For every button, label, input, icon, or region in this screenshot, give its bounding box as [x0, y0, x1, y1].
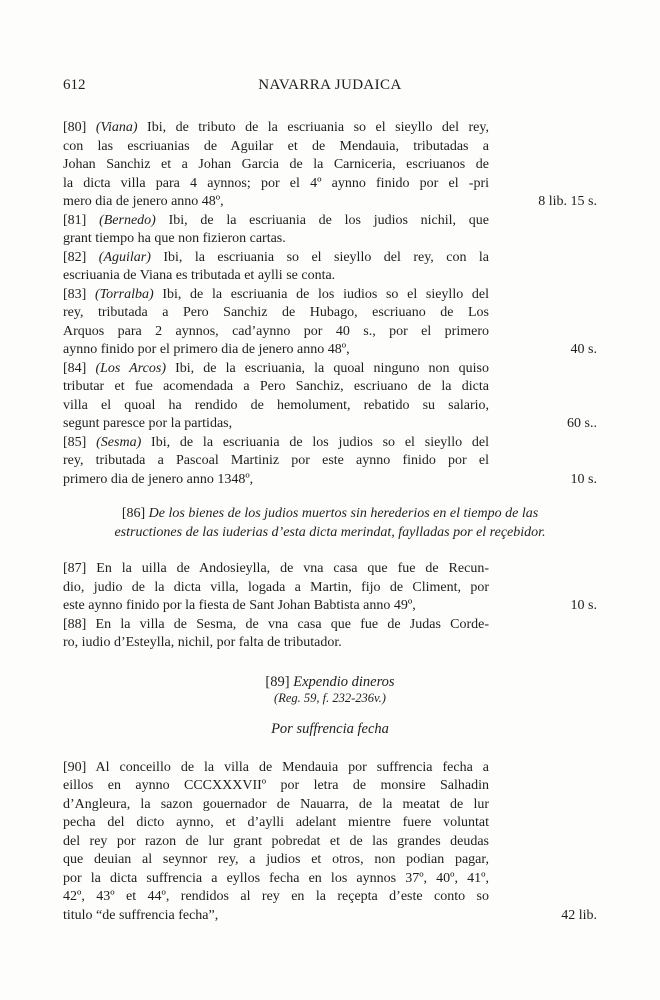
text-line: [88] En la villa de Sesma, de vna casa que fue de Judas Corde-: [63, 616, 489, 632]
text-line: este aynno finido por la fiesta de Sant Johan Babtista anno 49º,: [63, 598, 416, 613]
text-line: rey, tributada a Pascoal Martiniz por este aynno finido por el: [63, 453, 489, 468]
text-line: villa el quoal ha rendido de hemolument, rebatido su salario,: [63, 397, 489, 413]
text-line: aynno finido por el primero dia de jenero anno 48º,: [63, 342, 350, 357]
text-line: pecha del dicto aynno, et d’aylli adelant mientre fuere voluntat: [63, 815, 489, 830]
amount-value: 10 s.: [570, 598, 597, 613]
text-line: la dicta villa para 4 aynnos; por el 4º aynno finido por el -pri: [63, 175, 489, 191]
page-number: 612: [63, 77, 86, 93]
amount-value: 40 s.: [570, 342, 597, 357]
text-line: Por suffrencia fecha: [271, 721, 389, 737]
text-line: segunt paresce por la partidas,: [63, 416, 233, 431]
content: [63, 119, 597, 925]
amount-value: 8 lib. 15 s.: [538, 194, 597, 209]
heading-89: [63, 673, 597, 692]
text-line: del rey por razon de lur grant pobredat et de las grandes deudas: [63, 833, 489, 849]
amount-value: 10 s.: [570, 471, 597, 487]
page-header: [0, 78, 660, 93]
text-line: primero dia de jenero anno 1348º,: [63, 471, 254, 487]
text-line: tributar et fue acomendada a Pero Sanchiz, escriuano de la dicta: [63, 379, 489, 394]
text-line: [89] Expendio dineros: [265, 673, 395, 690]
text-line: titulo “de suffrencia fecha”,: [63, 907, 219, 923]
text-line: [82] (Aguilar) Ibi, la escriuania so el sieyllo del rey, con la: [63, 249, 490, 265]
text-line: grant tiempo ha que non fizieron cartas.: [63, 231, 286, 246]
entry-83: [63, 286, 597, 360]
text-line: estructiones de las iuderias d’esta dicta merindat, faylladas por el reçebidor.: [114, 524, 546, 540]
entry-84: [63, 360, 597, 434]
text-line: [90] Al conceillo de la villa de Mendauia por suffrencia fecha a: [63, 759, 489, 775]
running-title: NAVARRA JUDAICA: [258, 77, 402, 93]
text-line: [85] (Sesma) Ibi, de la escriuania de los judios so el sieyllo del: [63, 434, 489, 450]
text-line: dio, judio de la dicta villa, logada a Martin, fijo de Climent, por: [63, 579, 489, 595]
text-line: rey, tributada a Pero Sanchiz de Hubago, escriuano de Los: [63, 305, 489, 320]
subheading-por-suffrencia-fecha: [63, 720, 597, 739]
text-line: [81] (Bernedo) Ibi, de la escriuania de los judios nichil, que: [63, 212, 489, 228]
text-line: Arquos para 2 aynnos, cad’aynno por 40 s., por el primero: [63, 323, 489, 339]
text-line: por la dicta suffrencia a eyllos fecha en los aynnos 37º, 40º, 41º,: [63, 870, 489, 886]
text-line: eillos en aynno CCCXXXVIIº por letra de monsire Salhadin: [63, 778, 489, 793]
text-line: d’Angleura, la sazon gouernador de Nauarra, de la meatat de lur: [63, 796, 489, 812]
text-line: ro, iudio d’Esteylla, nichil, por falta de tributador.: [63, 635, 342, 650]
text-line: (Reg. 59, f. 232-236v.): [274, 691, 386, 705]
text-line: que deuian al seynnor rey, a judios et otros, non podian pagar,: [63, 852, 489, 867]
text-line: [84] (Los Arcos) Ibi, de la escriuania, la quoal ninguno non quiso: [63, 360, 489, 376]
text-line: [87] En la uilla de Andosieylla, de vna casa que fue de Recun-: [63, 561, 489, 576]
text-line: 42º, 43º et 44º, rendidos al rey en la reçepta d’este conto so: [63, 889, 489, 904]
entry-80: [63, 119, 597, 212]
entry-90: [63, 759, 597, 926]
amount-value: 60 s..: [567, 416, 597, 431]
entry-85: [63, 434, 597, 490]
text-line: con las escriuanias de Aguilar et de Mendauia, tributadas a: [63, 138, 489, 154]
entry-82: [63, 249, 489, 286]
text-line: mero dia de jenero anno 48º,: [63, 194, 224, 209]
register-note: [63, 691, 597, 706]
section-86: [63, 505, 597, 542]
entry-87: [63, 560, 597, 616]
text-line: Johan Sanchiz et a Johan Garcia de la Carniceria, escriuanos de: [63, 157, 489, 172]
entry-81: [63, 212, 489, 249]
amount-value: 42 lib.: [561, 907, 597, 923]
entry-88: [63, 616, 489, 653]
text-line: [83] (Torralba) Ibi, de la escriuania de los iudios so el sieyllo del: [63, 286, 489, 302]
text-line: [80] (Viana) Ibi, de tributo de la escriuania so el sieyllo del rey,: [63, 120, 489, 135]
text-line: [86] De los bienes de los judios muertos sin herederios en el tiempo de las: [121, 506, 539, 521]
text-line: escriuania de Viana es tributada et aylli se conta.: [63, 268, 336, 283]
